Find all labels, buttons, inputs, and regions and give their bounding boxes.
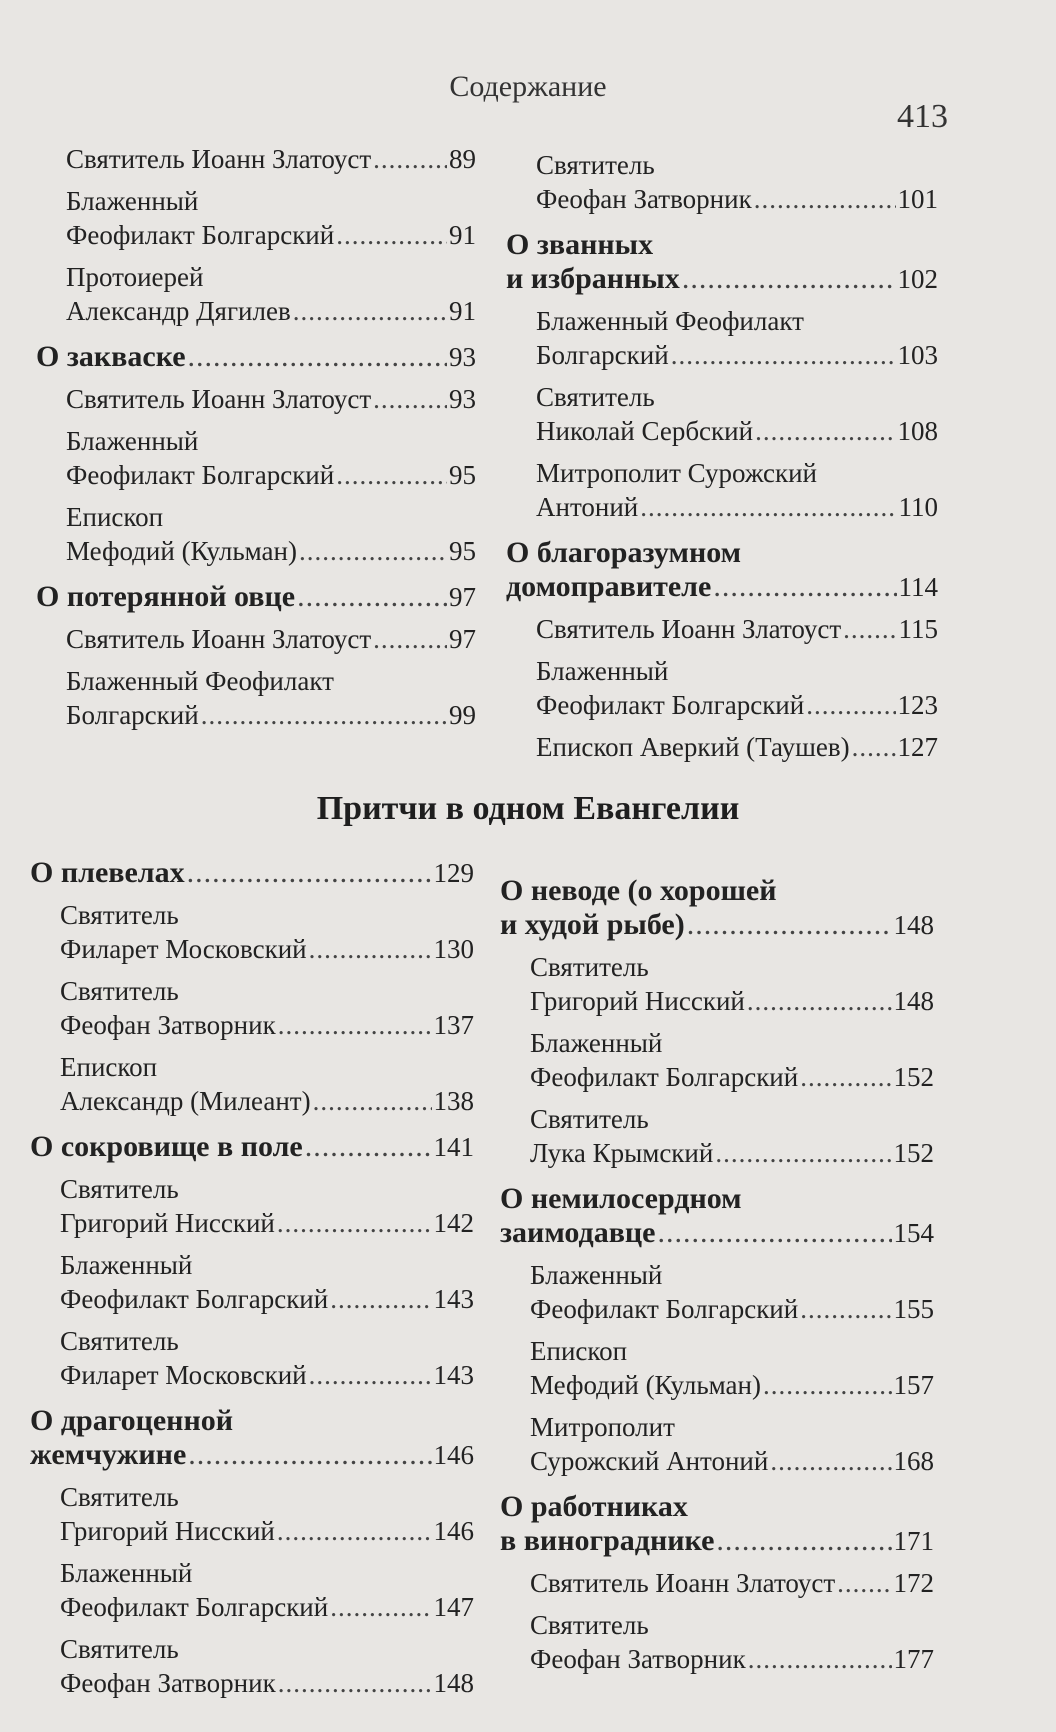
toc-entry-row bbox=[500, 1216, 934, 1250]
toc-entry-text: Григорий Нисский bbox=[60, 1516, 275, 1546]
toc-entry-text: О потерянной овце bbox=[36, 580, 296, 613]
dot-leader bbox=[755, 414, 895, 448]
toc-commentator-entry[interactable] bbox=[30, 1172, 474, 1240]
toc-page-number: 143 bbox=[433, 1284, 474, 1314]
dot-leader bbox=[800, 1060, 891, 1094]
toc-entry-row bbox=[30, 856, 474, 890]
toc-page-number: 97 bbox=[449, 624, 476, 654]
toc-entry-text: Феофилакт Болгарский bbox=[530, 1294, 799, 1324]
toc-entry-text: Григорий Нисский bbox=[530, 986, 745, 1016]
toc-entry-text: Феофилакт Болгарский bbox=[66, 460, 335, 490]
toc-commentator-entry[interactable] bbox=[36, 622, 476, 656]
toc-entry-text: Сурожский Антоний bbox=[530, 1446, 769, 1476]
toc-page-number: 141 bbox=[433, 1132, 474, 1162]
toc-page-number: 146 bbox=[433, 1440, 474, 1470]
dot-leader bbox=[716, 1524, 891, 1558]
toc-commentator-entry[interactable] bbox=[36, 142, 476, 176]
dot-leader bbox=[806, 688, 895, 722]
toc-entry-text: Епископ bbox=[60, 1052, 158, 1082]
toc-page-number: 103 bbox=[897, 340, 938, 370]
running-title: Содержание bbox=[449, 70, 607, 103]
dot-leader bbox=[336, 218, 447, 252]
toc-entry-text: и худой рыбе) bbox=[500, 908, 685, 941]
toc-page-number: 89 bbox=[449, 144, 476, 174]
toc-page-number: 148 bbox=[893, 986, 934, 1016]
toc-commentator-entry[interactable] bbox=[36, 260, 476, 328]
toc-entry-text: Николай Сербский bbox=[536, 416, 754, 446]
toc-entry-row bbox=[60, 1590, 474, 1624]
toc-commentator-entry[interactable] bbox=[500, 1026, 934, 1094]
toc-entry-row bbox=[60, 1666, 474, 1700]
toc-commentator-entry[interactable] bbox=[30, 1050, 474, 1118]
toc-entry-text: Блаженный bbox=[530, 1028, 663, 1058]
toc-page-number: 123 bbox=[897, 690, 938, 720]
toc-commentator-entry[interactable] bbox=[30, 1248, 474, 1316]
toc-entry-row bbox=[60, 1514, 474, 1548]
toc-entry-row bbox=[500, 1524, 934, 1558]
toc-page-number: 99 bbox=[449, 700, 476, 730]
dot-leader bbox=[754, 182, 896, 216]
dot-leader bbox=[671, 338, 896, 372]
toc-entry-text: Святитель Иоанн Златоуст bbox=[66, 144, 372, 174]
toc-entry-text: О немилосердном bbox=[500, 1182, 742, 1215]
toc-page-number: 148 bbox=[433, 1668, 474, 1698]
dot-leader bbox=[373, 382, 447, 416]
toc-entry-row bbox=[36, 580, 476, 614]
toc-commentator-entry[interactable] bbox=[30, 1324, 474, 1392]
toc-entry-text: Святитель bbox=[530, 952, 649, 982]
toc-commentator-entry[interactable] bbox=[500, 950, 934, 1018]
toc-entry-text: Феофан Затворник bbox=[60, 1668, 276, 1698]
toc-entry-text: жемчужине bbox=[30, 1438, 187, 1471]
toc-commentator-entry[interactable] bbox=[500, 1258, 934, 1326]
toc-entry-row bbox=[536, 414, 938, 448]
toc-entry-text: Мефодий (Кульман) bbox=[66, 536, 297, 566]
toc-entry-row bbox=[60, 1084, 474, 1118]
toc-parable-heading[interactable] bbox=[506, 228, 938, 296]
toc-entry-text: Феофилакт Болгарский bbox=[536, 690, 805, 720]
toc-entry-row bbox=[30, 1130, 474, 1164]
dot-leader bbox=[188, 1438, 431, 1472]
toc-page-number: 148 bbox=[893, 910, 934, 940]
toc-entry-row bbox=[36, 340, 476, 374]
dot-leader bbox=[682, 262, 896, 296]
toc-entry-row bbox=[530, 1566, 934, 1600]
toc-page-number: 130 bbox=[433, 934, 474, 964]
toc-commentator-entry[interactable] bbox=[500, 1566, 934, 1600]
toc-commentator-entry[interactable] bbox=[30, 1556, 474, 1624]
toc-parable-heading[interactable] bbox=[30, 1404, 474, 1472]
toc-entry-text: Блаженный bbox=[60, 1558, 193, 1588]
toc-commentator-entry[interactable] bbox=[500, 1334, 934, 1402]
toc-page-number: 137 bbox=[433, 1010, 474, 1040]
dot-leader bbox=[658, 1216, 892, 1250]
section-title: Притчи в одном Евангелии bbox=[316, 790, 740, 827]
toc-entry-row bbox=[66, 294, 476, 328]
dot-leader bbox=[299, 534, 447, 568]
toc-page-number: 114 bbox=[898, 572, 938, 602]
dot-leader bbox=[305, 1130, 432, 1164]
toc-entry-text: Святитель bbox=[536, 382, 655, 412]
toc-entry-text: О закваске bbox=[36, 340, 186, 373]
toc-entry-row bbox=[536, 338, 938, 372]
toc-entry-text: Блаженный Феофилакт bbox=[536, 306, 804, 336]
dot-leader bbox=[201, 698, 447, 732]
toc-entry-text: Митрополит bbox=[530, 1412, 675, 1442]
toc-entry-text: Святитель Иоанн Златоуст bbox=[536, 614, 842, 644]
toc-entry-text: Феофилакт Болгарский bbox=[66, 220, 335, 250]
toc-page-number: 172 bbox=[893, 1568, 934, 1598]
dot-leader bbox=[330, 1590, 431, 1624]
toc-entry-text: в винограднике bbox=[500, 1524, 715, 1557]
toc-entry-row bbox=[66, 142, 476, 176]
toc-entry-text: О драгоценной bbox=[30, 1404, 234, 1437]
dot-leader bbox=[313, 1084, 432, 1118]
toc-page-number: 108 bbox=[897, 416, 938, 446]
toc-page-number: 152 bbox=[893, 1062, 934, 1092]
toc-commentator-entry[interactable] bbox=[36, 382, 476, 416]
toc-page-number: 95 bbox=[449, 460, 476, 490]
toc-entry-row bbox=[60, 1008, 474, 1042]
toc-page-number: 171 bbox=[893, 1526, 934, 1556]
toc-page-number: 154 bbox=[893, 1218, 934, 1248]
toc-column-bottom-left bbox=[30, 844, 474, 1708]
toc-commentator-entry[interactable] bbox=[506, 380, 938, 448]
toc-entry-row bbox=[506, 262, 938, 296]
toc-entry-text: Мефодий (Кульман) bbox=[530, 1370, 761, 1400]
dot-leader bbox=[837, 1566, 891, 1600]
toc-page-number: 91 bbox=[449, 296, 476, 326]
toc-entry-row bbox=[536, 182, 938, 216]
toc-parable-heading[interactable] bbox=[30, 856, 474, 890]
toc-entry-row bbox=[530, 1444, 934, 1478]
toc-entry-text: Филарет Московский bbox=[60, 1360, 307, 1390]
toc-commentator-entry[interactable] bbox=[506, 654, 938, 722]
toc-commentator-entry[interactable] bbox=[500, 1102, 934, 1170]
toc-entry-text: Святитель bbox=[60, 1326, 179, 1356]
dot-leader bbox=[373, 142, 447, 176]
toc-page-number: 177 bbox=[893, 1644, 934, 1674]
dot-leader bbox=[640, 490, 896, 524]
toc-entry-row bbox=[536, 730, 938, 764]
toc-entry-text: Блаженный bbox=[530, 1260, 663, 1290]
toc-page-number: 101 bbox=[897, 184, 938, 214]
dot-leader bbox=[852, 730, 896, 764]
toc-page-number: 147 bbox=[433, 1592, 474, 1622]
toc-page-number: 168 bbox=[893, 1446, 934, 1476]
toc-entry-text: Святитель bbox=[60, 900, 179, 930]
toc-page-number: 143 bbox=[433, 1360, 474, 1390]
toc-entry-text: Святитель bbox=[60, 1482, 179, 1512]
toc-commentator-entry[interactable] bbox=[500, 1608, 934, 1676]
toc-entry-text: О благоразумном bbox=[506, 536, 742, 569]
toc-page-number: 115 bbox=[898, 614, 938, 644]
toc-entry-text: Болгарский bbox=[536, 340, 669, 370]
toc-entry-text: Александр Дягилев bbox=[66, 296, 291, 326]
toc-commentator-entry[interactable] bbox=[506, 148, 938, 216]
toc-entry-row bbox=[536, 612, 938, 646]
dot-leader bbox=[747, 984, 892, 1018]
toc-parable-heading[interactable] bbox=[36, 580, 476, 614]
toc-page-number: 95 bbox=[449, 536, 476, 566]
toc-parable-heading[interactable] bbox=[36, 340, 476, 374]
toc-entry-row bbox=[66, 622, 476, 656]
toc-commentator-entry[interactable] bbox=[506, 456, 938, 524]
toc-entry-row bbox=[66, 458, 476, 492]
toc-entry-text: Феофилакт Болгарский bbox=[60, 1284, 329, 1314]
toc-entry-text: Святитель Иоанн Златоуст bbox=[66, 624, 372, 654]
toc-page-number: 102 bbox=[897, 264, 938, 294]
toc-parable-heading[interactable] bbox=[500, 1490, 934, 1558]
toc-entry-text: Святитель bbox=[536, 150, 655, 180]
toc-commentator-entry[interactable] bbox=[36, 424, 476, 492]
toc-parable-heading[interactable] bbox=[506, 536, 938, 604]
dot-leader bbox=[373, 622, 447, 656]
toc-commentator-entry[interactable] bbox=[506, 304, 938, 372]
toc-entry-row bbox=[66, 382, 476, 416]
dot-leader bbox=[277, 1206, 432, 1240]
toc-entry-row bbox=[60, 1282, 474, 1316]
toc-entry-text: Болгарский bbox=[66, 700, 199, 730]
dot-leader bbox=[278, 1666, 432, 1700]
toc-entry-row bbox=[60, 1206, 474, 1240]
dot-leader bbox=[277, 1514, 432, 1548]
dot-leader bbox=[188, 340, 447, 374]
toc-entry-text: Митрополит Сурожский bbox=[536, 458, 817, 488]
toc-entry-text: Блаженный bbox=[66, 426, 199, 456]
toc-page-number: 155 bbox=[893, 1294, 934, 1324]
toc-entry-text: О плевелах bbox=[30, 856, 185, 889]
toc-entry-row bbox=[30, 1438, 474, 1472]
toc-entry-text: Феофан Затворник bbox=[60, 1010, 276, 1040]
dot-leader bbox=[187, 856, 432, 890]
toc-entry-row bbox=[536, 490, 938, 524]
toc-entry-text: Александр (Милеант) bbox=[60, 1086, 311, 1116]
toc-commentator-entry[interactable] bbox=[36, 664, 476, 732]
toc-page-number: 152 bbox=[893, 1138, 934, 1168]
toc-entry-text: О работниках bbox=[500, 1490, 688, 1523]
toc-entry-text: Епископ bbox=[66, 502, 164, 532]
toc-entry-row bbox=[530, 1642, 934, 1676]
dot-leader bbox=[770, 1444, 891, 1478]
toc-page-number: 157 bbox=[893, 1370, 934, 1400]
dot-leader bbox=[748, 1642, 892, 1676]
toc-parable-heading[interactable] bbox=[500, 874, 934, 942]
dot-leader bbox=[715, 1136, 891, 1170]
toc-commentator-entry[interactable] bbox=[36, 500, 476, 568]
toc-entry-row bbox=[530, 1060, 934, 1094]
toc-entry-text: Святитель Иоанн Златоуст bbox=[530, 1568, 836, 1598]
toc-entry-row bbox=[500, 908, 934, 942]
page-number: 413 bbox=[897, 98, 948, 135]
toc-entry-text: Григорий Нисский bbox=[60, 1208, 275, 1238]
dot-leader bbox=[687, 908, 892, 942]
toc-entry-text: Святитель bbox=[60, 976, 179, 1006]
toc-entry-row bbox=[530, 1136, 934, 1170]
dot-leader bbox=[309, 932, 432, 966]
toc-parable-heading[interactable] bbox=[500, 1182, 934, 1250]
toc-entry-text: О неводе (о хорошей bbox=[500, 874, 777, 907]
toc-page-number: 110 bbox=[898, 492, 938, 522]
toc-entry-text: Антоний bbox=[536, 492, 639, 522]
toc-column-top-left bbox=[36, 142, 476, 740]
toc-entry-text: Святитель bbox=[530, 1104, 649, 1134]
dot-leader bbox=[330, 1282, 431, 1316]
toc-commentator-entry[interactable] bbox=[30, 898, 474, 966]
toc-entry-text: Филарет Московский bbox=[60, 934, 307, 964]
toc-column-bottom-right bbox=[500, 862, 934, 1684]
toc-entry-text: Блаженный Феофилакт bbox=[66, 666, 334, 696]
toc-entry-row bbox=[530, 1368, 934, 1402]
toc-entry-row bbox=[66, 218, 476, 252]
toc-entry-text: Епископ Аверкий (Таушев) bbox=[536, 732, 850, 762]
toc-entry-text: Святитель bbox=[60, 1174, 179, 1204]
toc-entry-text: Блаженный bbox=[66, 186, 199, 216]
dot-leader bbox=[800, 1292, 891, 1326]
toc-parable-heading[interactable] bbox=[30, 1130, 474, 1164]
toc-page-number: 142 bbox=[433, 1208, 474, 1238]
toc-page-number: 93 bbox=[449, 342, 476, 372]
toc-commentator-entry[interactable] bbox=[30, 1632, 474, 1700]
toc-entry-text: Лука Крымский bbox=[530, 1138, 714, 1168]
toc-commentator-entry[interactable] bbox=[30, 974, 474, 1042]
toc-page-number: 91 bbox=[449, 220, 476, 250]
toc-entry-text: и избранных bbox=[506, 262, 680, 295]
toc-entry-text: Епископ bbox=[530, 1336, 628, 1366]
toc-entry-row bbox=[530, 1292, 934, 1326]
toc-entry-text: Святитель Иоанн Златоуст bbox=[66, 384, 372, 414]
toc-page-number: 146 bbox=[433, 1516, 474, 1546]
toc-entry-row bbox=[60, 1358, 474, 1392]
toc-entry-row bbox=[60, 932, 474, 966]
toc-commentator-entry[interactable] bbox=[506, 730, 938, 764]
toc-entry-row bbox=[66, 698, 476, 732]
dot-leader bbox=[843, 612, 896, 646]
dot-leader bbox=[763, 1368, 892, 1402]
toc-entry-row bbox=[66, 534, 476, 568]
toc-entry-text: Феофан Затворник bbox=[536, 184, 752, 214]
toc-commentator-entry[interactable] bbox=[500, 1410, 934, 1478]
toc-entry-text: Святитель bbox=[60, 1634, 179, 1664]
dot-leader bbox=[293, 294, 447, 328]
dot-leader bbox=[713, 570, 896, 604]
toc-page-number: 97 bbox=[449, 582, 476, 612]
toc-column-top-right bbox=[506, 148, 938, 772]
toc-page-number: 93 bbox=[449, 384, 476, 414]
toc-entry-row bbox=[530, 984, 934, 1018]
toc-commentator-entry[interactable] bbox=[30, 1480, 474, 1548]
dot-leader bbox=[297, 580, 447, 614]
toc-entry-row bbox=[536, 688, 938, 722]
toc-entry-text: Святитель bbox=[530, 1610, 649, 1640]
toc-page-number: 129 bbox=[433, 858, 474, 888]
toc-commentator-entry[interactable] bbox=[36, 184, 476, 252]
dot-leader bbox=[309, 1358, 432, 1392]
toc-entry-text: Феофилакт Болгарский bbox=[60, 1592, 329, 1622]
toc-page-number: 127 bbox=[897, 732, 938, 762]
toc-page-number: 138 bbox=[433, 1086, 474, 1116]
dot-leader bbox=[336, 458, 447, 492]
toc-entry-text: Феофан Затворник bbox=[530, 1644, 746, 1674]
toc-entry-text: О званных bbox=[506, 228, 654, 261]
toc-entry-text: Феофилакт Болгарский bbox=[530, 1062, 799, 1092]
toc-entry-text: Блаженный bbox=[60, 1250, 193, 1280]
toc-entry-text: О сокровище в поле bbox=[30, 1130, 303, 1163]
toc-entry-text: Блаженный bbox=[536, 656, 669, 686]
toc-entry-row bbox=[506, 570, 938, 604]
toc-commentator-entry[interactable] bbox=[506, 612, 938, 646]
toc-entry-text: Протоиерей bbox=[66, 262, 204, 292]
toc-entry-text: домоправителе bbox=[506, 570, 712, 603]
dot-leader bbox=[278, 1008, 432, 1042]
toc-entry-text: заимодавце bbox=[500, 1216, 656, 1249]
